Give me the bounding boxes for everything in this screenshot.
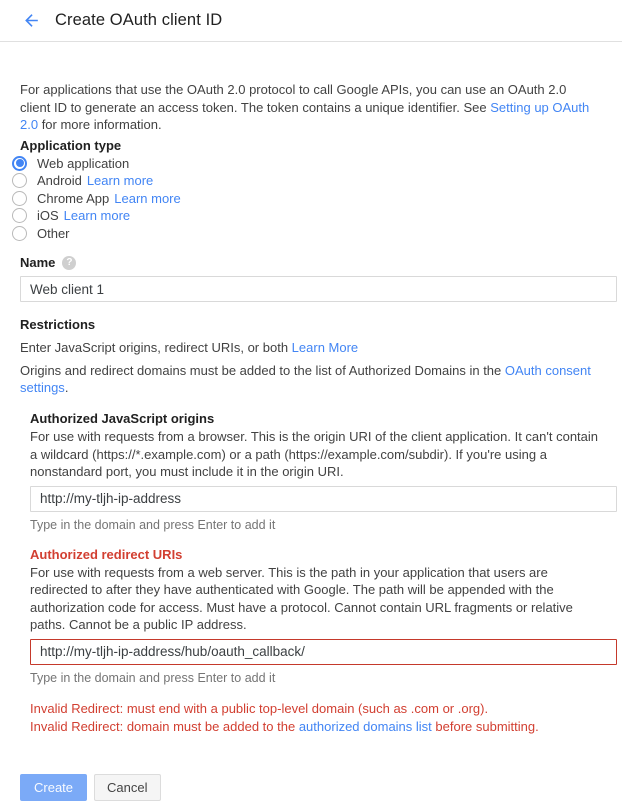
intro-paragraph <box>20 81 592 134</box>
js-origins-heading: Authorized JavaScript origins <box>30 411 215 426</box>
authorized-domains-list-link[interactable]: authorized domains list <box>298 718 432 734</box>
restrictions-line2-text: Origins and redirect domains must be added to the list of Authorized Domains in the <box>20 363 505 378</box>
page-header <box>0 0 622 42</box>
learn-more-link[interactable]: Learn more <box>63 208 131 224</box>
js-origins-description: For use with requests from a browser. This is the origin URI of the client application. It can't contain a wildcard (https://*.example.com) or a path (https://example.com/subdir). If you're using a nonstandard port, you must include it in the origin URI. <box>30 429 599 479</box>
learn-more-link[interactable]: Learn more <box>114 190 181 206</box>
error-message-1: Invalid Redirect: must end with a public top-level domain (such as .com or .org). <box>30 700 489 716</box>
authorized-js-origins-section <box>30 411 602 532</box>
restrictions-section <box>20 317 602 396</box>
radio-button-icon[interactable] <box>12 156 27 171</box>
learn-more-link[interactable]: Learn More <box>291 340 359 355</box>
name-input[interactable] <box>20 276 617 302</box>
radio-label: Other <box>37 225 70 241</box>
redirect-uris-helper-text: Type in the domain and press Enter to add it <box>30 670 276 685</box>
restrictions-heading: Restrictions <box>20 317 96 332</box>
application-type-label: Application type <box>20 137 122 153</box>
application-type-section <box>20 138 602 243</box>
radio-label: Chrome App <box>37 190 110 206</box>
help-icon[interactable]: ? <box>62 256 76 270</box>
js-origins-input[interactable] <box>30 486 617 512</box>
error-message-2-text: Invalid Redirect: domain must be added to the <box>30 718 299 734</box>
cancel-button[interactable]: Cancel <box>94 774 160 801</box>
radio-option-chrome-app[interactable] <box>12 190 602 208</box>
radio-label: Android <box>37 173 82 189</box>
radio-button-icon[interactable] <box>12 173 27 188</box>
radio-button-icon[interactable] <box>12 191 27 206</box>
restrictions-line2 <box>20 362 602 396</box>
create-button[interactable]: Create <box>20 774 87 801</box>
radio-option-other[interactable] <box>12 225 602 243</box>
radio-label: Web application <box>37 155 130 171</box>
radio-button-icon[interactable] <box>12 226 27 241</box>
validation-errors <box>30 700 602 736</box>
redirect-uris-heading: Authorized redirect URIs <box>30 546 183 562</box>
error-message-2 <box>30 718 602 736</box>
back-arrow-icon <box>22 11 41 30</box>
restrictions-line1-text: Enter JavaScript origins, redirect URIs, or both <box>20 340 292 355</box>
restrictions-line2-period: . <box>64 380 69 395</box>
setting-up-oauth-link[interactable]: Setting up OAuth 2.0 <box>20 99 590 132</box>
error-message-2-text-after: before submitting. <box>431 718 539 734</box>
intro-text-after: for more information. <box>38 117 162 132</box>
radio-label: iOS <box>37 208 59 224</box>
authorized-redirect-uris-section <box>30 547 602 685</box>
redirect-uris-description: For use with requests from a web server. This is the path in your application that users are redirected to after they have authenticated with Google. The path will be appended with the authorization code for access. Must have a protocol. Cannot contain URL fragments or relative paths. Cannot be a public IP address. <box>30 564 573 632</box>
radio-option-ios[interactable] <box>12 207 602 225</box>
redirect-uris-input[interactable] <box>30 639 617 665</box>
intro-text: For applications that use the OAuth 2.0 protocol to call Google APIs, you can use an OAuth 2.0 client ID to generate an access token. The token contains a unique identifier. See <box>20 82 567 115</box>
restrictions-line1 <box>20 339 602 356</box>
oauth-consent-settings-link[interactable]: OAuth consent settings <box>20 363 591 395</box>
radio-button-icon[interactable] <box>12 208 27 223</box>
name-section <box>20 255 602 302</box>
footer-actions <box>0 774 622 801</box>
name-label: Name <box>20 255 56 270</box>
back-arrow-button[interactable] <box>19 9 43 33</box>
radio-option-android[interactable] <box>12 172 602 190</box>
js-origins-helper-text: Type in the domain and press Enter to add it <box>30 517 276 532</box>
page-title: Create OAuth client ID <box>55 11 223 29</box>
radio-option-web-application[interactable] <box>12 155 602 173</box>
learn-more-link[interactable]: Learn more <box>86 173 154 189</box>
